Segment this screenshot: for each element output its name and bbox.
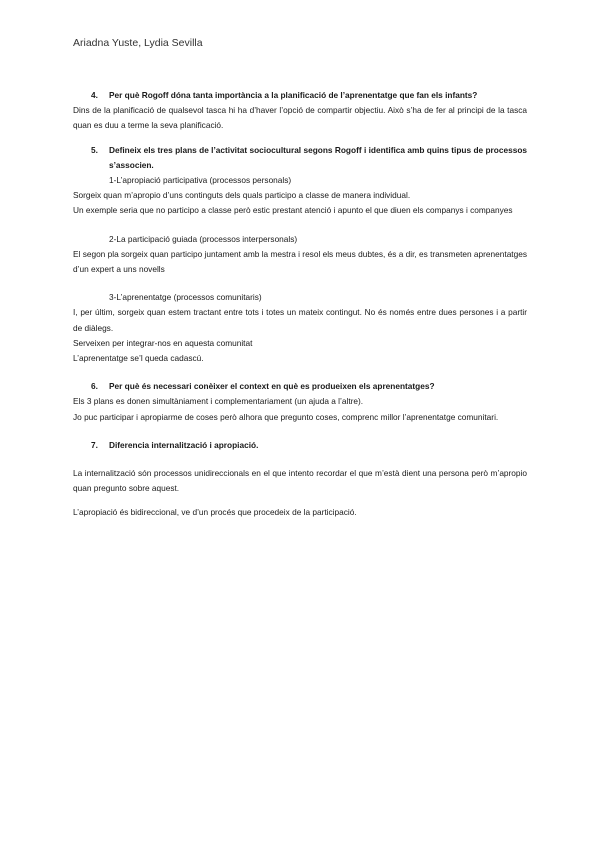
plan-3-title: 3-L’aprenentatge (processos comunitaris) <box>109 292 262 303</box>
question-text: Defineix els tres plans de l’activitat sociocultural segons Rogoff i identifica amb quins tipus de processos s’associen. <box>109 144 527 170</box>
plan-1-title: 1-L’apropiació participativa (processos personals) <box>109 175 292 186</box>
answer-paragraph: La internalització són processos unidireccionals en el que intento recordar el que m’està dient una persona però m’apropio quan pregunto sobre aquest. <box>73 468 527 494</box>
question-text: Per què Rogoff dóna tanta importància a la planificació de l’aprenentatge que fan els infants? <box>109 90 478 100</box>
question-4 <box>73 88 527 103</box>
question-number: 7. <box>91 439 98 450</box>
question-6 <box>73 379 527 394</box>
answer-paragraph: L’apropiació és bidireccional, ve d’un procés que procedeix de la participació. <box>73 507 357 518</box>
question-number: 6. <box>91 381 98 392</box>
answer-paragraph: I, per últim, sorgeix quan estem tractant entre tots i totes un mateix contingut. No és només entre dues persones i a partir de diàlegs. <box>73 307 527 333</box>
question-text: Per què és necessari conèixer el context en què es produeixen els aprenentatges? <box>109 381 435 392</box>
question-5 <box>73 143 527 173</box>
document-header-authors: Ariadna Yuste, Lydia Sevilla <box>73 37 203 49</box>
answer-paragraph: Serveixen per integrar-nos en aquesta comunitat <box>73 337 253 348</box>
question-text: Diferencia internalització i apropiació. <box>109 439 259 450</box>
plan-2-title: 2-La participació guiada (processos interpersonals) <box>109 233 298 244</box>
document-body <box>73 88 527 521</box>
answer-paragraph: Els 3 plans es donen simultàniament i complementariament (un ajuda a l’altre). <box>73 396 364 407</box>
question-number: 4. <box>91 90 98 100</box>
answer-paragraph: El segon pla sorgeix quan participo juntament amb la mestra i resol els meus dubtes, és a dir, es transmeten aprenentatges d’un expert a uns novells <box>73 248 527 275</box>
answer-paragraph: L’aprenentatge se’l queda cadascú. <box>73 353 204 364</box>
question-7 <box>73 438 527 453</box>
answer-paragraph: Jo puc participar i apropiarme de coses però alhora que pregunto coses, comprenc millor l’aprenentatge comunitari. <box>73 411 499 422</box>
answer-paragraph: Dins de la planificació de qualsevol tasca hi ha d’haver l’opció de compartir objectiu. Això s’ha de fer al principi de la tasca quan es duu a terme la seva planificació. <box>73 105 527 131</box>
answer-paragraph: Un exemple seria que no participo a classe però estic prestant atenció i apunto el que diuen els companys i companyes <box>73 205 513 216</box>
answer-paragraph: Sorgeix quan m’apropio d’uns continguts dels quals participo a classe de manera individual. <box>73 190 411 201</box>
question-number: 5. <box>91 144 98 155</box>
